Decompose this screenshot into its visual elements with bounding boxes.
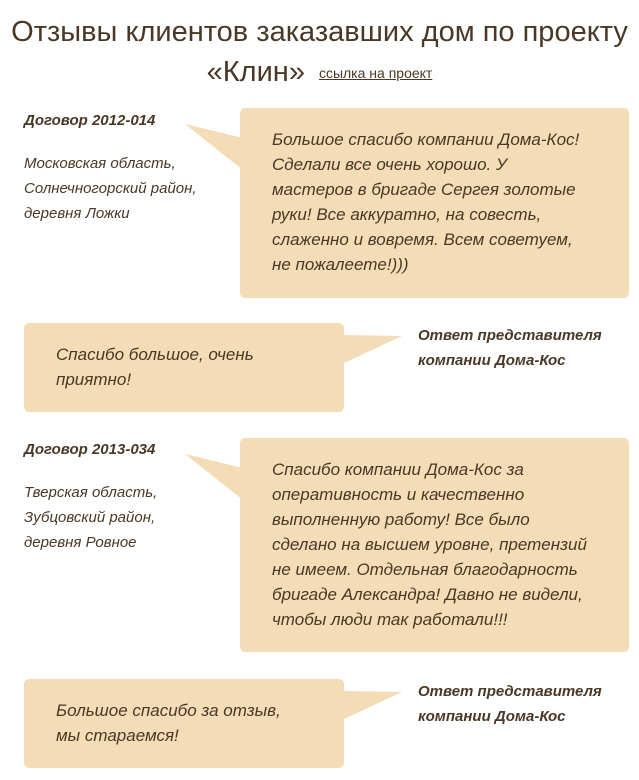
review-bubble [240,438,629,652]
contract-number: Договор 2013-034 [24,441,156,458]
reply-author-line: Ответ представителя [418,327,602,344]
contract-number: Договор 2012-014 [24,112,156,129]
review-text-line: руки! Все аккуратно, на совесть, [272,205,542,224]
review-text-line: оперативность и качественно [272,485,525,504]
review-bubble [240,108,629,298]
page-title [0,12,639,93]
review-text-line: не пожалеете!))) [272,255,409,274]
review-text-line: сделано на высшем уровне, претензий [272,535,587,554]
bubble-tail [342,330,404,370]
location-line: деревня Ложки [24,205,130,222]
page-title-line1: Отзывы клиентов заказавших дом по проекту [11,16,628,48]
review-text-line: мастеров в бригаде Сергея золотые [272,180,576,199]
review-text-line: выполненную работу! Все было [272,510,530,529]
review-text-line: Спасибо компании Дома-Кос за [272,460,524,479]
bubble-tail [342,686,404,726]
location-line: деревня Ровное [24,534,137,551]
reply-text-line: Большое спасибо за отзыв, [56,701,281,720]
review-text-line: Большое спасибо компании Дома-Кос! [272,130,580,149]
reply-bubble [24,679,344,768]
review-text-line: чтобы люди так работали!!! [272,610,508,629]
reply-text-line: приятно! [56,370,132,389]
reply-author [418,323,628,373]
review-text-line: не имеем. Отдельная благодарность [272,560,578,579]
bubble-tail [185,448,245,508]
reply-author-line: Ответ представителя [418,683,602,700]
reply-author [418,679,628,729]
reply-text-line: Спасибо большое, очень [56,345,254,364]
bubble-tail [185,118,245,178]
project-link[interactable]: ссылка на проект [318,65,433,81]
reply-author-line: компании Дома-Кос [418,708,566,725]
reply-text-line: мы стараемся! [56,726,179,745]
location-line: Зубцовский район, [24,509,156,526]
location-line: Тверская область, [24,484,158,501]
project-name: «Клин» [206,56,305,88]
review-text-line: бригаде Александра! Давно не видели, [272,585,583,604]
review-text-line: слаженно и вовремя. Всем советуем, [272,230,573,249]
location-line: Московская область, [24,155,176,172]
location-line: Солнечногорский район, [24,180,197,197]
review-text-line: Сделали все очень хорошо. У [272,155,507,174]
reply-author-line: компании Дома-Кос [418,352,566,369]
reply-bubble [24,323,344,412]
